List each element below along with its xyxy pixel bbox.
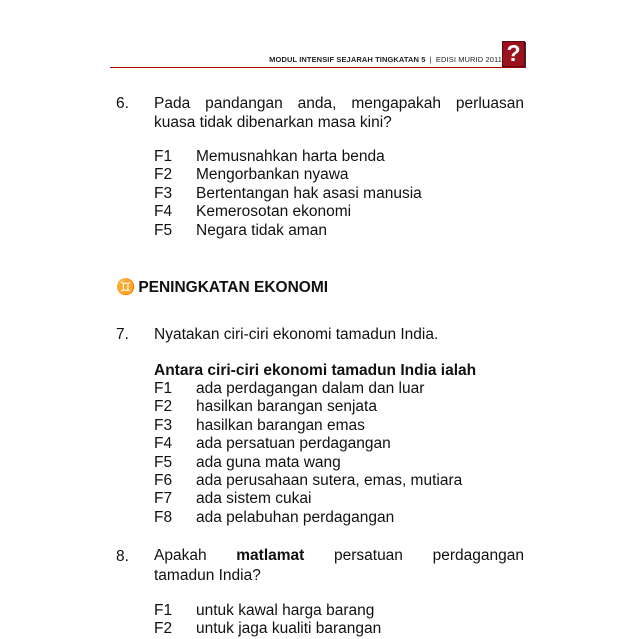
- option-code: F4: [154, 203, 173, 221]
- option-code: F5: [154, 453, 173, 471]
- question-text-line-2: tamadun India?: [154, 567, 261, 584]
- option-item: [154, 380, 424, 398]
- option-code: F3: [154, 184, 173, 202]
- option-code: F4: [154, 435, 173, 453]
- header-separator: |: [429, 55, 432, 64]
- header-divider: [110, 67, 524, 68]
- option-item: [154, 148, 385, 166]
- option-code: F7: [154, 490, 173, 508]
- question-word: perdagangan: [432, 547, 524, 564]
- question-number: 8.: [116, 548, 129, 565]
- option-item: [154, 222, 327, 240]
- edition-label: EDISI MURID 2011: [435, 55, 502, 64]
- option-item: [154, 602, 374, 620]
- option-code: F2: [154, 620, 173, 638]
- question-number: 7.: [116, 326, 129, 343]
- question-text: Nyatakan ciri-ciri ekonomi tamadun India.: [154, 326, 439, 343]
- option-text: ada perusahaan sutera, emas, mutiara: [196, 472, 463, 489]
- option-item: [154, 166, 349, 184]
- option-code: F8: [154, 508, 173, 526]
- option-text: Kemerosotan ekonomi: [196, 203, 352, 221]
- gemini-symbol-icon: ♊: [116, 279, 136, 296]
- question-number: 6.: [116, 95, 129, 112]
- option-text: ada persatuan perdagangan: [196, 435, 391, 453]
- question-text-line-2: kuasa tidak dibenarkan masa kini?: [154, 114, 392, 131]
- option-item: [154, 472, 462, 490]
- module-title: MODUL INTENSIF SEJARAH TINGKATAN 5: [269, 55, 426, 64]
- option-code: F2: [154, 398, 173, 416]
- header-text: [269, 55, 502, 64]
- option-text: untuk jaga kualiti barangan: [196, 620, 382, 638]
- option-text: Bertentangan hak asasi manusia: [196, 184, 422, 202]
- answer-lead: Antara ciri-ciri ekonomi tamadun India ialah: [154, 362, 477, 379]
- question-text-line-1: [154, 547, 524, 565]
- option-text: Memusnahkan harta benda: [196, 148, 385, 165]
- option-item: [154, 417, 365, 435]
- option-code: F3: [154, 416, 173, 434]
- option-text: ada sistem cukai: [196, 490, 312, 508]
- option-item: [154, 203, 351, 221]
- option-text: ada pelabuhan perdagangan: [196, 508, 395, 526]
- question-word: persatuan: [333, 547, 403, 564]
- question-word: Apakah: [154, 547, 207, 564]
- question-mark-logo-icon: [502, 41, 525, 67]
- question-keyword: matlamat: [236, 547, 305, 564]
- option-text: ada perdagangan dalam dan luar: [196, 380, 425, 397]
- option-text: hasilkan barangan senjata: [196, 398, 377, 416]
- option-text: ada guna mata wang: [196, 453, 341, 471]
- option-item: [154, 509, 394, 527]
- option-item: [154, 185, 422, 203]
- option-item: [154, 454, 341, 472]
- option-code: F6: [154, 472, 173, 489]
- logo-glyph: ?: [506, 40, 521, 66]
- option-text: hasilkan barangan emas: [196, 416, 365, 434]
- section-title: PENINGKATAN EKONOMI: [138, 279, 329, 296]
- option-code: F1: [154, 602, 173, 619]
- option-text: Mengorbankan nyawa: [196, 166, 349, 184]
- section-heading: [116, 278, 328, 297]
- option-code: F1: [154, 380, 173, 397]
- option-item: [154, 490, 311, 508]
- option-item: [154, 398, 377, 416]
- option-code: F2: [154, 166, 173, 184]
- option-code: F5: [154, 221, 173, 239]
- page-header: [0, 0, 638, 80]
- option-code: F1: [154, 148, 173, 165]
- option-text: Negara tidak aman: [196, 221, 327, 239]
- question-text-line-1: Pada pandangan anda, mengapakah perluasan: [154, 95, 524, 112]
- option-item: [154, 435, 391, 453]
- option-text: untuk kawal harga barang: [196, 602, 375, 619]
